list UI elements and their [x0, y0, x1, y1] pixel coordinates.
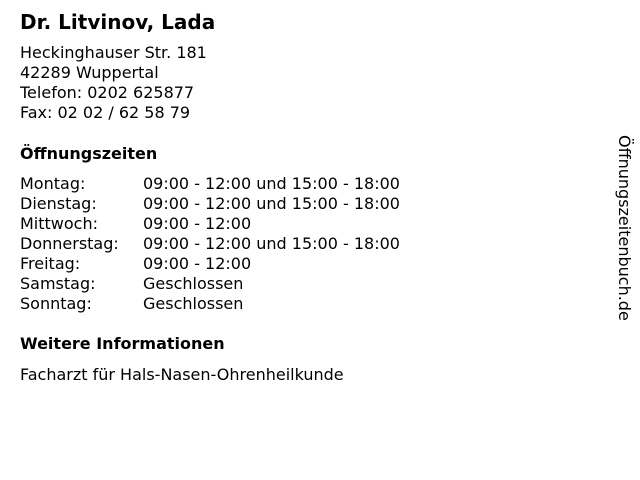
time-value: Geschlossen [143, 274, 244, 293]
postal-city: 42289 Wuppertal [20, 63, 159, 82]
practice-card [20, 9, 600, 385]
hours-row-tuesday [20, 194, 600, 214]
time-value: 09:00 - 12:00 und 15:00 - 18:00 [143, 194, 400, 213]
phone-number: Telefon: 0202 625877 [20, 83, 195, 102]
hours-row-saturday [20, 274, 600, 294]
street-address: Heckinghauser Str. 181 [20, 43, 207, 62]
more-info-heading: Weitere Informationen [20, 334, 225, 353]
opening-hours-table [20, 174, 600, 314]
time-value: 09:00 - 12:00 und 15:00 - 18:00 [143, 234, 400, 253]
day-label: Mittwoch: [20, 214, 98, 233]
hours-row-friday [20, 254, 600, 274]
day-label: Sonntag: [20, 294, 92, 313]
day-label: Freitag: [20, 254, 81, 273]
hours-row-wednesday [20, 214, 600, 234]
brand-watermark: Öffnungszeitenbuch.de [615, 135, 634, 321]
day-label: Samstag: [20, 274, 96, 293]
specialty-text: Facharzt für Hals-Nasen-Ohrenheilkunde [20, 365, 344, 384]
hours-row-thursday [20, 234, 600, 254]
practice-name: Dr. Litvinov, Lada [20, 10, 216, 34]
time-value: 09:00 - 12:00 [143, 254, 252, 273]
time-value: 09:00 - 12:00 [143, 214, 252, 233]
day-label: Donnerstag: [20, 234, 119, 253]
hours-row-sunday [20, 294, 600, 314]
day-label: Dienstag: [20, 194, 97, 213]
opening-hours-heading: Öffnungszeiten [20, 144, 158, 163]
hours-row-monday [20, 174, 600, 194]
address-block [20, 43, 600, 123]
time-value: Geschlossen [143, 294, 244, 313]
fax-number: Fax: 02 02 / 62 58 79 [20, 103, 191, 122]
time-value: 09:00 - 12:00 und 15:00 - 18:00 [143, 174, 400, 193]
day-label: Montag: [20, 174, 86, 193]
